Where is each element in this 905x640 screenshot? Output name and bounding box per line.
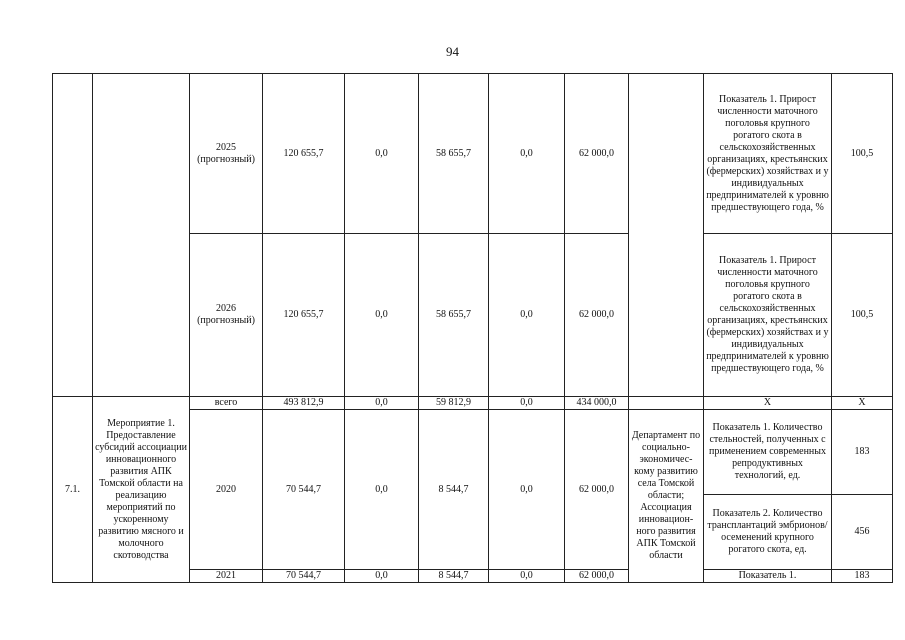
cell-value: 100,5 xyxy=(832,74,893,234)
cell-local: 0,0 xyxy=(489,74,565,234)
cell-extra: 62 000,0 xyxy=(565,570,629,583)
cell-regional: 8 544,7 xyxy=(419,570,489,583)
cell-num-empty xyxy=(53,74,93,397)
cell-federal: 0,0 xyxy=(345,74,419,234)
cell-total: 70 544,7 xyxy=(263,570,345,583)
cell-year-total: всего xyxy=(190,397,263,410)
cell-federal: 0,0 xyxy=(345,570,419,583)
cell-year: 2025 (прогнозный) xyxy=(190,74,263,234)
cell-local: 0,0 xyxy=(489,234,565,397)
cell-local: 0,0 xyxy=(489,397,565,410)
cell-indicator: Показатель 1. xyxy=(704,570,832,583)
cell-indicator-x: X xyxy=(704,397,832,410)
cell-indicator: Показатель 2. Количество трансплантаций эмбрионов/осеменений крупного рогатого скота, ед. xyxy=(704,495,832,570)
cell-federal: 0,0 xyxy=(345,234,419,397)
table-row-measure-total xyxy=(53,397,893,410)
cell-value: 456 xyxy=(832,495,893,570)
cell-value-x: X xyxy=(832,397,893,410)
cell-regional: 59 812,9 xyxy=(419,397,489,410)
cell-value: 183 xyxy=(832,410,893,495)
cell-federal: 0,0 xyxy=(345,410,419,570)
cell-year: 2026 (прогнозный) xyxy=(190,234,263,397)
cell-regional: 58 655,7 xyxy=(419,234,489,397)
table-row-2025 xyxy=(53,74,893,234)
cell-value: 100,5 xyxy=(832,234,893,397)
cell-local: 0,0 xyxy=(489,410,565,570)
cell-extra: 434 000,0 xyxy=(565,397,629,410)
cell-year: 2020 xyxy=(190,410,263,570)
cell-local: 0,0 xyxy=(489,570,565,583)
cell-indicator: Показатель 1. Прирост численности маточного поголовья крупного рогатого скота в сельскохозяйственных организациях, крестьянских (фермерских) хозяйствах и у индивидуальных предпринимателей к уровню предшествующего года, % xyxy=(704,234,832,397)
cell-executor-empty xyxy=(629,74,704,397)
cell-executor-blank xyxy=(629,397,704,410)
cell-total: 120 655,7 xyxy=(263,234,345,397)
cell-name-empty xyxy=(93,74,190,397)
cell-value: 183 xyxy=(832,570,893,583)
cell-total: 493 812,9 xyxy=(263,397,345,410)
cell-extra: 62 000,0 xyxy=(565,234,629,397)
cell-federal: 0,0 xyxy=(345,397,419,410)
cell-total: 120 655,7 xyxy=(263,74,345,234)
cell-total: 70 544,7 xyxy=(263,410,345,570)
page-number: 94 xyxy=(446,44,459,59)
cell-indicator: Показатель 1. Прирост численности маточного поголовья крупного рогатого скота в сельскохозяйственных организациях, крестьянских (фермерских) хозяйствах и у индивидуальных предпринимателей к уровню предшествующего года, % xyxy=(704,74,832,234)
cell-year: 2021 xyxy=(190,570,263,583)
cell-extra: 62 000,0 xyxy=(565,74,629,234)
cell-regional: 58 655,7 xyxy=(419,74,489,234)
cell-measure-num: 7.1. xyxy=(53,397,93,583)
cell-regional: 8 544,7 xyxy=(419,410,489,570)
cell-indicator: Показатель 1. Количество стельностей, полученных с применением современных репродуктивных технологий, ед. xyxy=(704,410,832,495)
program-table xyxy=(52,73,893,583)
cell-measure-name: Мероприятие 1. Предоставление субсидий ассоциации инновационного развития АПК Томской области на реализацию мероприятий по ускоренному развитию мясного и молочного скотоводства xyxy=(93,397,190,583)
cell-extra: 62 000,0 xyxy=(565,410,629,570)
cell-executor: Департамент по социально-экономичес-кому развитию села Томской области; Ассоциация инновацион-ного развития АПК Томской области xyxy=(629,410,704,583)
